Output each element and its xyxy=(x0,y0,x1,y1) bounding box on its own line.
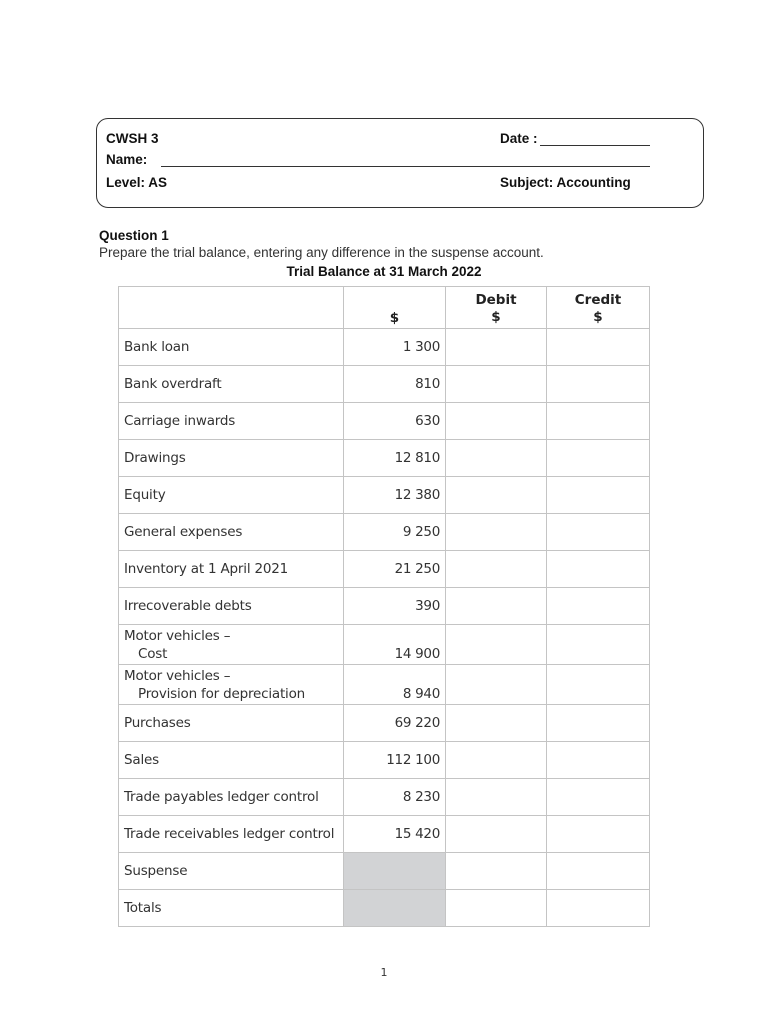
amount-cell: 12 810 xyxy=(344,440,446,477)
account-sublabel: Cost xyxy=(138,646,168,662)
account-name xyxy=(119,329,344,366)
trial-balance-title-text: Trial Balance at 31 March 2022 xyxy=(286,264,482,279)
credit-cell[interactable] xyxy=(547,625,650,665)
subject-label: Subject: Accounting xyxy=(500,175,631,190)
table-row xyxy=(119,742,650,779)
table-row xyxy=(119,551,650,588)
account-name xyxy=(119,779,344,816)
credit-cell[interactable] xyxy=(547,853,650,890)
debit-cell[interactable] xyxy=(446,890,547,927)
account-name xyxy=(119,816,344,853)
debit-cell[interactable] xyxy=(446,403,547,440)
trial-balance-table xyxy=(118,286,650,927)
account-name xyxy=(119,625,344,665)
account-label: Trade payables ledger control xyxy=(124,789,319,805)
credit-cell[interactable] xyxy=(547,403,650,440)
amount-cell: 15 420 xyxy=(344,816,446,853)
account-name xyxy=(119,403,344,440)
table-row xyxy=(119,625,650,665)
debit-cell[interactable] xyxy=(446,477,547,514)
table-row xyxy=(119,403,650,440)
credit-cell[interactable] xyxy=(547,665,650,705)
level-label: Level: AS xyxy=(106,175,168,190)
debit-cell[interactable] xyxy=(446,625,547,665)
account-name xyxy=(119,440,344,477)
table-row xyxy=(119,779,650,816)
amount-cell: 69 220 xyxy=(344,705,446,742)
table-row xyxy=(119,890,650,927)
account-label: Suspense xyxy=(124,863,188,879)
account-label: Irrecoverable debts xyxy=(124,598,252,614)
account-name xyxy=(119,477,344,514)
debit-cell[interactable] xyxy=(446,366,547,403)
account-label: Bank overdraft xyxy=(124,376,222,392)
amount-cell: 8 230 xyxy=(344,779,446,816)
table-row xyxy=(119,366,650,403)
account-label: General expenses xyxy=(124,524,243,540)
debit-cell[interactable] xyxy=(446,329,547,366)
trial-balance-title xyxy=(0,264,768,279)
table-row xyxy=(119,588,650,625)
amount-currency: $ xyxy=(389,310,400,326)
header-account xyxy=(119,287,344,329)
debit-cell[interactable] xyxy=(446,853,547,890)
date-field[interactable] xyxy=(540,145,650,146)
table-row xyxy=(119,440,650,477)
debit-cell[interactable] xyxy=(446,551,547,588)
account-label: Carriage inwards xyxy=(124,413,236,429)
date-label: Date : xyxy=(500,131,538,146)
credit-cell[interactable] xyxy=(547,890,650,927)
question-instruction: Prepare the trial balance, entering any difference in the suspense account. xyxy=(99,245,544,260)
table-row xyxy=(119,514,650,551)
account-label: Inventory at 1 April 2021 xyxy=(124,561,289,577)
amount-cell: 9 250 xyxy=(344,514,446,551)
account-name xyxy=(119,742,344,779)
credit-cell[interactable] xyxy=(547,705,650,742)
account-name xyxy=(119,853,344,890)
debit-cell[interactable] xyxy=(446,742,547,779)
amount-cell: 810 xyxy=(344,366,446,403)
account-name xyxy=(119,588,344,625)
account-label: Equity xyxy=(124,487,166,503)
credit-cell[interactable] xyxy=(547,779,650,816)
table-row xyxy=(119,477,650,514)
credit-cell[interactable] xyxy=(547,477,650,514)
header-amount xyxy=(344,287,446,329)
debit-label: Debit xyxy=(475,292,517,308)
credit-currency: $ xyxy=(593,309,603,325)
debit-cell[interactable] xyxy=(446,816,547,853)
name-field[interactable] xyxy=(161,166,650,167)
credit-cell[interactable] xyxy=(547,588,650,625)
table-row xyxy=(119,705,650,742)
credit-label: Credit xyxy=(574,292,622,308)
debit-cell[interactable] xyxy=(446,705,547,742)
credit-cell[interactable] xyxy=(547,440,650,477)
name-label: Name: xyxy=(106,152,148,167)
credit-cell[interactable] xyxy=(547,551,650,588)
amount-cell: 1 300 xyxy=(344,329,446,366)
worksheet-header-box xyxy=(96,118,704,208)
amount-cell: 630 xyxy=(344,403,446,440)
table-row xyxy=(119,816,650,853)
account-name xyxy=(119,890,344,927)
credit-cell[interactable] xyxy=(547,366,650,403)
table-row xyxy=(119,665,650,705)
account-name xyxy=(119,366,344,403)
amount-cell: 390 xyxy=(344,588,446,625)
credit-cell[interactable] xyxy=(547,816,650,853)
account-label: Motor vehicles – xyxy=(124,668,231,684)
table-row xyxy=(119,853,650,890)
amount-cell: 8 940 xyxy=(344,665,446,705)
account-label: Totals xyxy=(124,900,162,916)
account-name xyxy=(119,665,344,705)
worksheet-id: CWSH 3 xyxy=(106,131,159,146)
account-name xyxy=(119,551,344,588)
table-header-row xyxy=(119,287,650,329)
account-label: Bank loan xyxy=(124,339,190,355)
debit-cell[interactable] xyxy=(446,440,547,477)
account-sublabel: Provision for depreciation xyxy=(138,686,306,702)
amount-cell xyxy=(344,890,446,927)
account-name xyxy=(119,705,344,742)
account-label: Trade receivables ledger control xyxy=(124,826,335,842)
header-debit xyxy=(446,287,547,329)
header-credit xyxy=(547,287,650,329)
account-label: Sales xyxy=(124,752,159,768)
debit-cell[interactable] xyxy=(446,779,547,816)
debit-currency: $ xyxy=(491,309,501,325)
credit-cell[interactable] xyxy=(547,329,650,366)
amount-cell: 12 380 xyxy=(344,477,446,514)
account-label: Motor vehicles – xyxy=(124,628,231,644)
account-label: Drawings xyxy=(124,450,186,466)
amount-cell: 112 100 xyxy=(344,742,446,779)
amount-cell xyxy=(344,853,446,890)
amount-cell: 14 900 xyxy=(344,625,446,665)
credit-cell[interactable] xyxy=(547,514,650,551)
page-number: 1 xyxy=(380,966,388,979)
debit-cell[interactable] xyxy=(446,665,547,705)
credit-cell[interactable] xyxy=(547,742,650,779)
question-title: Question 1 xyxy=(99,228,169,243)
account-label: Purchases xyxy=(124,715,191,731)
account-name xyxy=(119,514,344,551)
debit-cell[interactable] xyxy=(446,514,547,551)
debit-cell[interactable] xyxy=(446,588,547,625)
amount-cell: 21 250 xyxy=(344,551,446,588)
table-row xyxy=(119,329,650,366)
